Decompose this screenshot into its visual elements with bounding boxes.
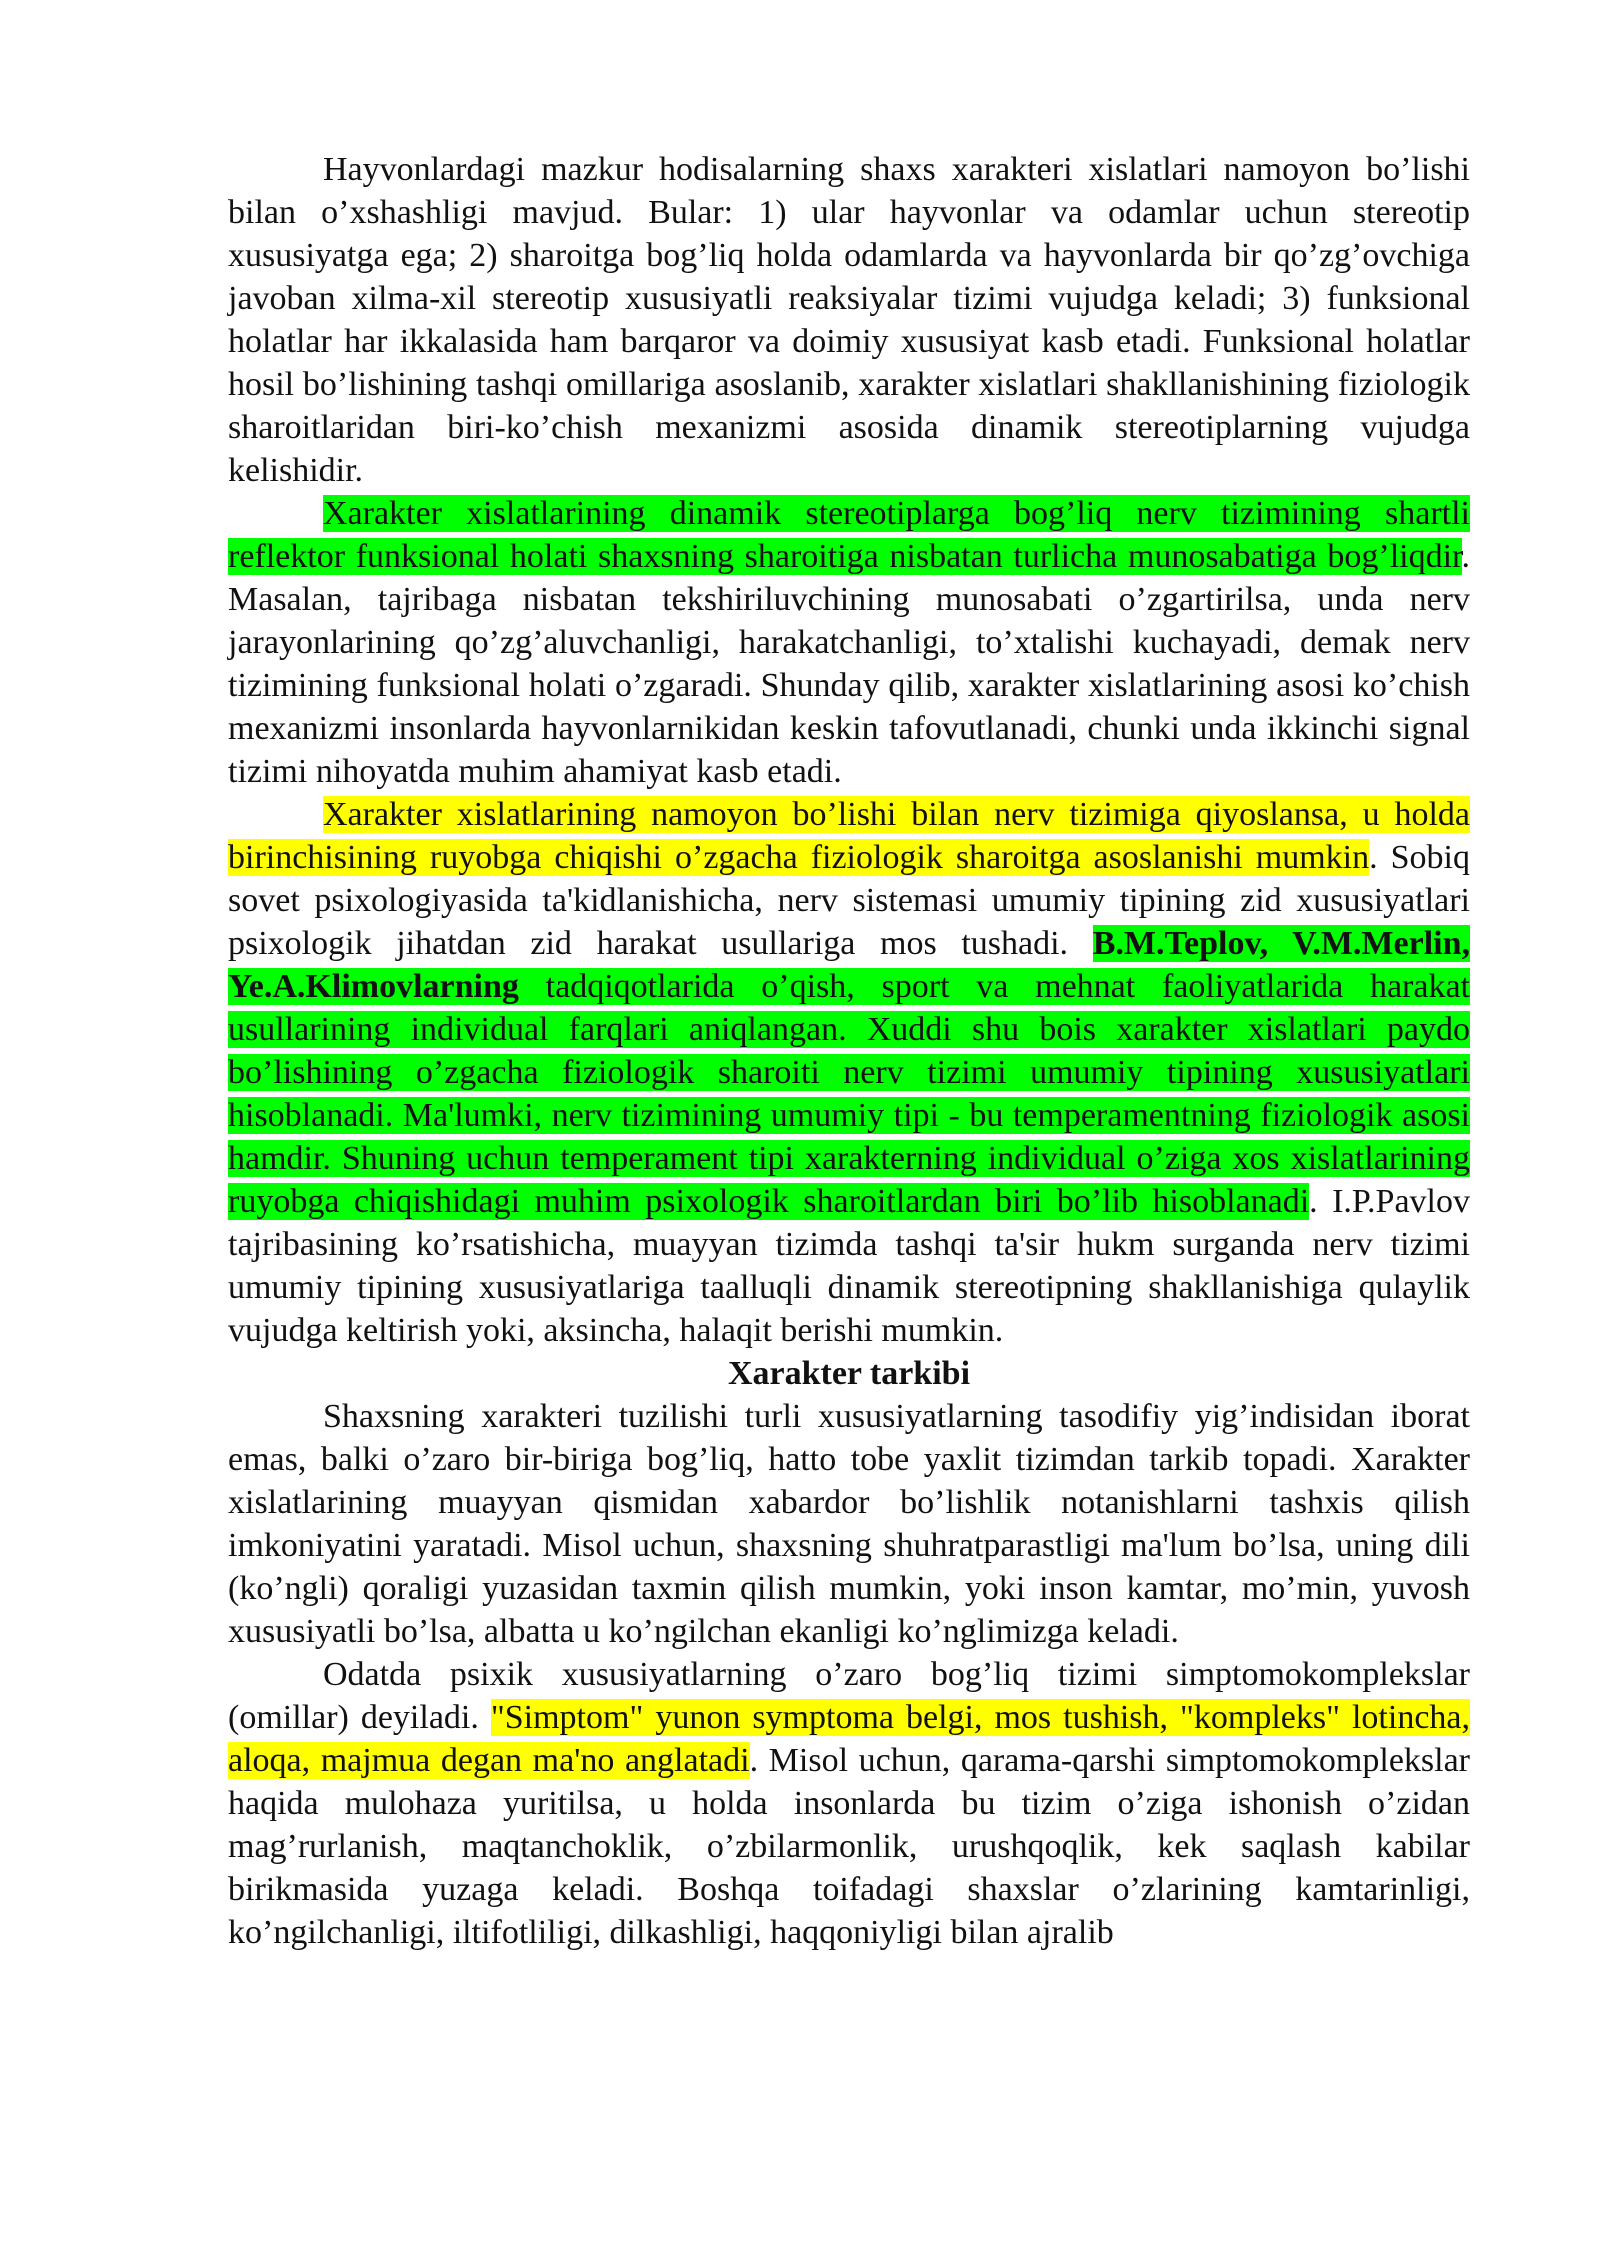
document-page (228, 148, 1470, 1954)
paragraph-2 (228, 492, 1470, 793)
paragraph-5-text: Odatda psixik xususiyatlarning o’zaro bog’liq tizimi simptomokomplekslar (omillar) deyiladi. (228, 1656, 1470, 1736)
green-highlight-text: Xarakter xislatlarining dinamik stereotiplarga bog’liq nerv tizimining shartli reflektor funksional holati shaxsning sharoitiga nisbatan turlicha munosabatiga bog’liqdir (228, 495, 1470, 575)
paragraph-3-end-text: . I.P.Pavlov tajribasining ko’rsatishicha, muayyan tizimda tashqi ta'sir hukm surganda nerv tizimi umumiy tipining xususiyatlariga taalluqli dinamik stereotipning shakllanishiga qulaylik vujudga keltirish yoki, aksincha, halaqit berishi mumkin. (228, 1183, 1470, 1349)
paragraph-4-text: Shaxsning xarakteri tuzilishi turli xususiyatlarning tasodifiy yig’indisidan iborat emas, balki o’zaro bir-biriga bog’liq, hatto tobe yaxlit tizimdan tarkib topadi. Xarakter xislatlarining muayyan qismidan xabardor bo’lishlik notanishlarni tashxis qilish imkoniyatini yaratadi. Misol uchun, shaxsning shuhratparastligi ma'lum bo’lsa, uning dili (ko’ngli) qoraligi yuzasidan taxmin qilish mumkin, yoki inson kamtar, mo’min, yuvosh xususiyatli bo’lsa, albatta u ko’ngilchan ekanligi ko’nglimizga keladi. (228, 1398, 1470, 1650)
paragraph-3-text: . Sobiq sovet psixologiyasida ta'kidlanishicha, nerv sistemasi umumiy tipining zid xususiyatlari psixologik jihatdan zid harakat usullariga mos tushadi. (228, 839, 1470, 962)
paragraph-1-text: Hayvonlardagi mazkur hodisalarning shaxs xarakteri xislatlari namoyon bo’lishi bilan o’xshashligi mavjud. Bular: 1) ular hayvonlar va odamlar uchun stereotip xususiyatga ega; 2) sharoitga bog’liq holda odamlarda va hayvonlarda bir qo’zg’ovchiga javoban xilma-xil stereotip xususiyatli reaksiyalar tizimi vujudga keladi; 3) funksional holatlar har ikkalasida ham barqaror va doimiy xususiyat kasb etadi. Funksional holatlar hosil bo’lishining tashqi omillariga asoslanib, xarakter xislatlari shakllanishining fiziologik sharoitlaridan biri-ko’chish mexanizmi asosida dinamik stereotiplarning vujudga kelishidir. (228, 151, 1470, 489)
yellow-highlight-text-2: "Simptom" yunon symptoma belgi, mos tushish, "kompleks" lotincha, aloqa, majmua degan ma'no anglatadi (228, 1699, 1470, 1779)
green-highlight-text-2: tadqiqotlarida o’qish, sport va mehnat faoliyatlarida harakat usullarining individual farqlari aniqlangan. Xuddi shu bois xarakter xislatlari paydo bo’lishining o’zgacha fiziologik sharoiti nerv tizimi umumiy tipining xususiyatlari hisoblanadi. Ma'lumki, nerv tizimining umumiy tipi - bu temperamentning fiziologik asosi hamdir. Shuning uchun temperament tipi xarakterning individual o’ziga xos xislatlarining ruyobga chiqishidagi muhim psixologik sharoitlardan biri bo’lib hisoblanadi (228, 968, 1470, 1220)
paragraph-3 (228, 793, 1470, 1352)
paragraph-5-end-text: . Misol uchun, qarama-qarshi simptomokomplekslar haqida mulohaza yuritilsa, u holda insonlarda bu tizim o’ziga ishonish o’zidan mag’rurlanish, maqtanchoklik, o’zbilarmonlik, urushqoqlik, kek saqlash kabilar birikmasida yuzaga keladi. Boshqa toifadagi shaxslar o’zlarining kamtarinligi, ko’ngilchanligi, iltifotliligi, dilkashligi, haqqoniyligi bilan ajralib (228, 1742, 1470, 1951)
paragraph-4 (228, 1395, 1470, 1653)
authors-bold-text: B.M.Teplov, V.M.Merlin, Ye.A.Klimovlarning (228, 925, 1470, 1005)
yellow-highlight-text: Xarakter xislatlarining namoyon bo’lishi bilan nerv tizimiga qiyoslansa, u holda birinchisining ruyobga chiqishi o’zgacha fiziologik sharoitga asoslanishi mumkin (228, 796, 1470, 876)
paragraph-1 (228, 148, 1470, 492)
section-heading: Xarakter tarkibi (727, 1355, 971, 1392)
paragraph-2-text: . Masalan, tajribaga nisbatan tekshiriluvchining munosabati o’zgartirilsa, unda nerv jarayonlarining qo’zg’aluvchanligi, harakatchanligi, to’xtalishi kuchayadi, demak nerv tizimining funksional holati o’zgaradi. Shunday qilib, xarakter xislatlarining asosi ko’chish mexanizmi insonlarda hayvonlarnikidan keskin tafovutlanadi, chunki unda ikkinchi signal tizimi nihoyatda muhim ahamiyat kasb etadi. (228, 538, 1470, 790)
paragraph-5 (228, 1653, 1470, 1954)
